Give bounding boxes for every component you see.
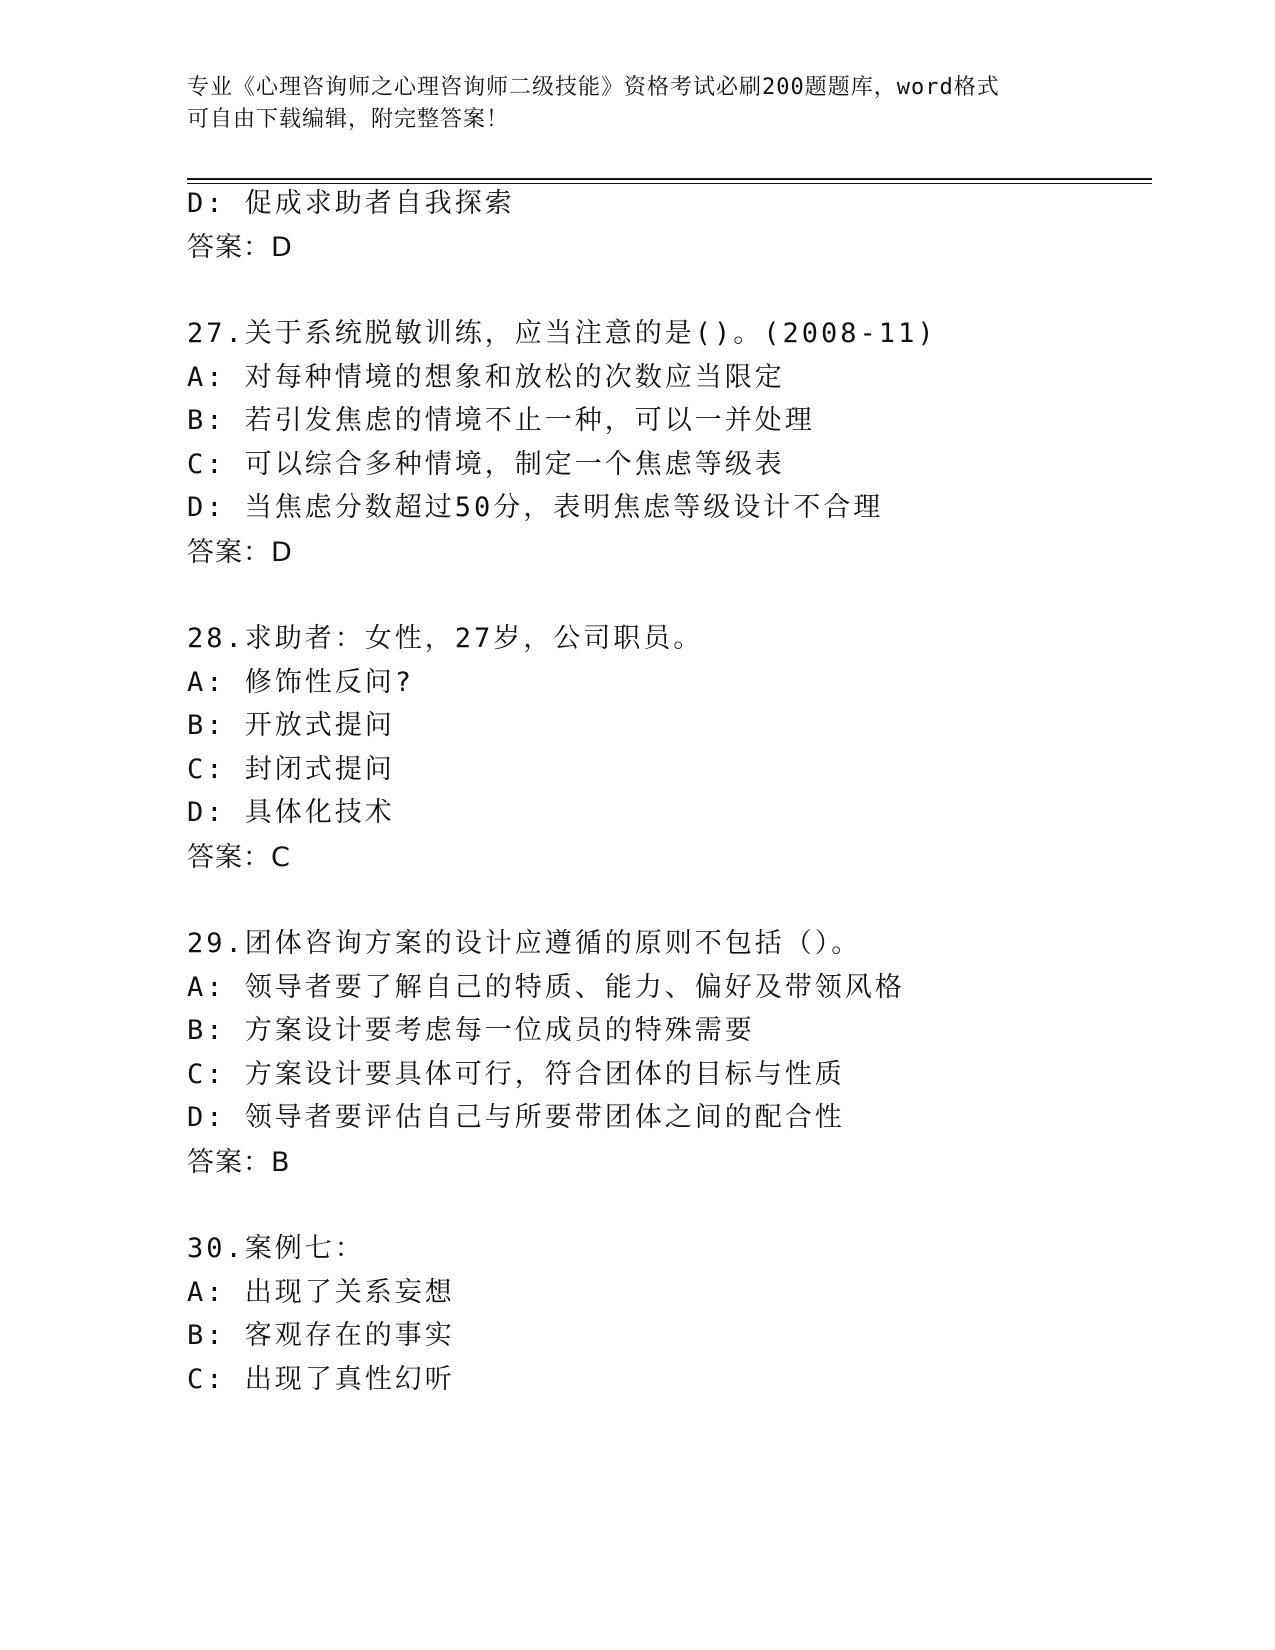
option-a: A: 对每种情境的想象和放松的次数应当限定 [187,362,785,393]
option-d: D: 具体化技术 [187,797,395,828]
header-divider-thick [187,178,1152,180]
option-a: A: 修饰性反问? [187,667,415,698]
option-b: B: 开放式提问 [187,710,395,741]
question-stem: 30.案例七： [187,1233,365,1264]
question-stem: 29.团体咨询方案的设计应遵循的原则不包括（）。 [187,928,862,959]
option-b: B: 客观存在的事实 [187,1320,455,1351]
header-divider-thin [187,183,1152,184]
question-stem: 27.关于系统脱敏训练，应当注意的是()。(2008-11) [187,318,937,349]
header-line-1: 专业《心理咨询师之心理咨询师二级技能》资格考试必刷200题题库，word格式 [187,75,1000,100]
answer: 答案：D [187,537,293,568]
option-a: A: 领导者要了解自己的特质、能力、偏好及带领风格 [187,972,905,1003]
answer: 答案：B [187,1147,291,1178]
answer: 答案：C [187,842,291,873]
option-b: B: 方案设计要考虑每一位成员的特殊需要 [187,1015,755,1046]
prev-option-d: D: 促成求助者自我探索 [187,188,515,219]
header-line-2: 可自由下载编辑，附完整答案！ [187,107,510,132]
option-c: C: 出现了真性幻听 [187,1364,455,1395]
document-header [187,72,1067,136]
prev-answer: 答案：D [187,232,293,263]
option-a: A: 出现了关系妄想 [187,1277,455,1308]
option-c: C: 方案设计要具体可行，符合团体的目标与性质 [187,1059,845,1090]
option-b: B: 若引发焦虑的情境不止一种，可以一并处理 [187,405,815,436]
option-c: C: 可以综合多种情境，制定一个焦虑等级表 [187,449,785,480]
question-stem: 28.求助者：女性，27岁，公司职员。 [187,623,704,654]
option-d: D: 领导者要评估自己与所要带团体之间的配合性 [187,1102,845,1133]
option-d: D: 当焦虑分数超过50分，表明焦虑等级设计不合理 [187,492,884,523]
option-c: C: 封闭式提问 [187,754,395,785]
